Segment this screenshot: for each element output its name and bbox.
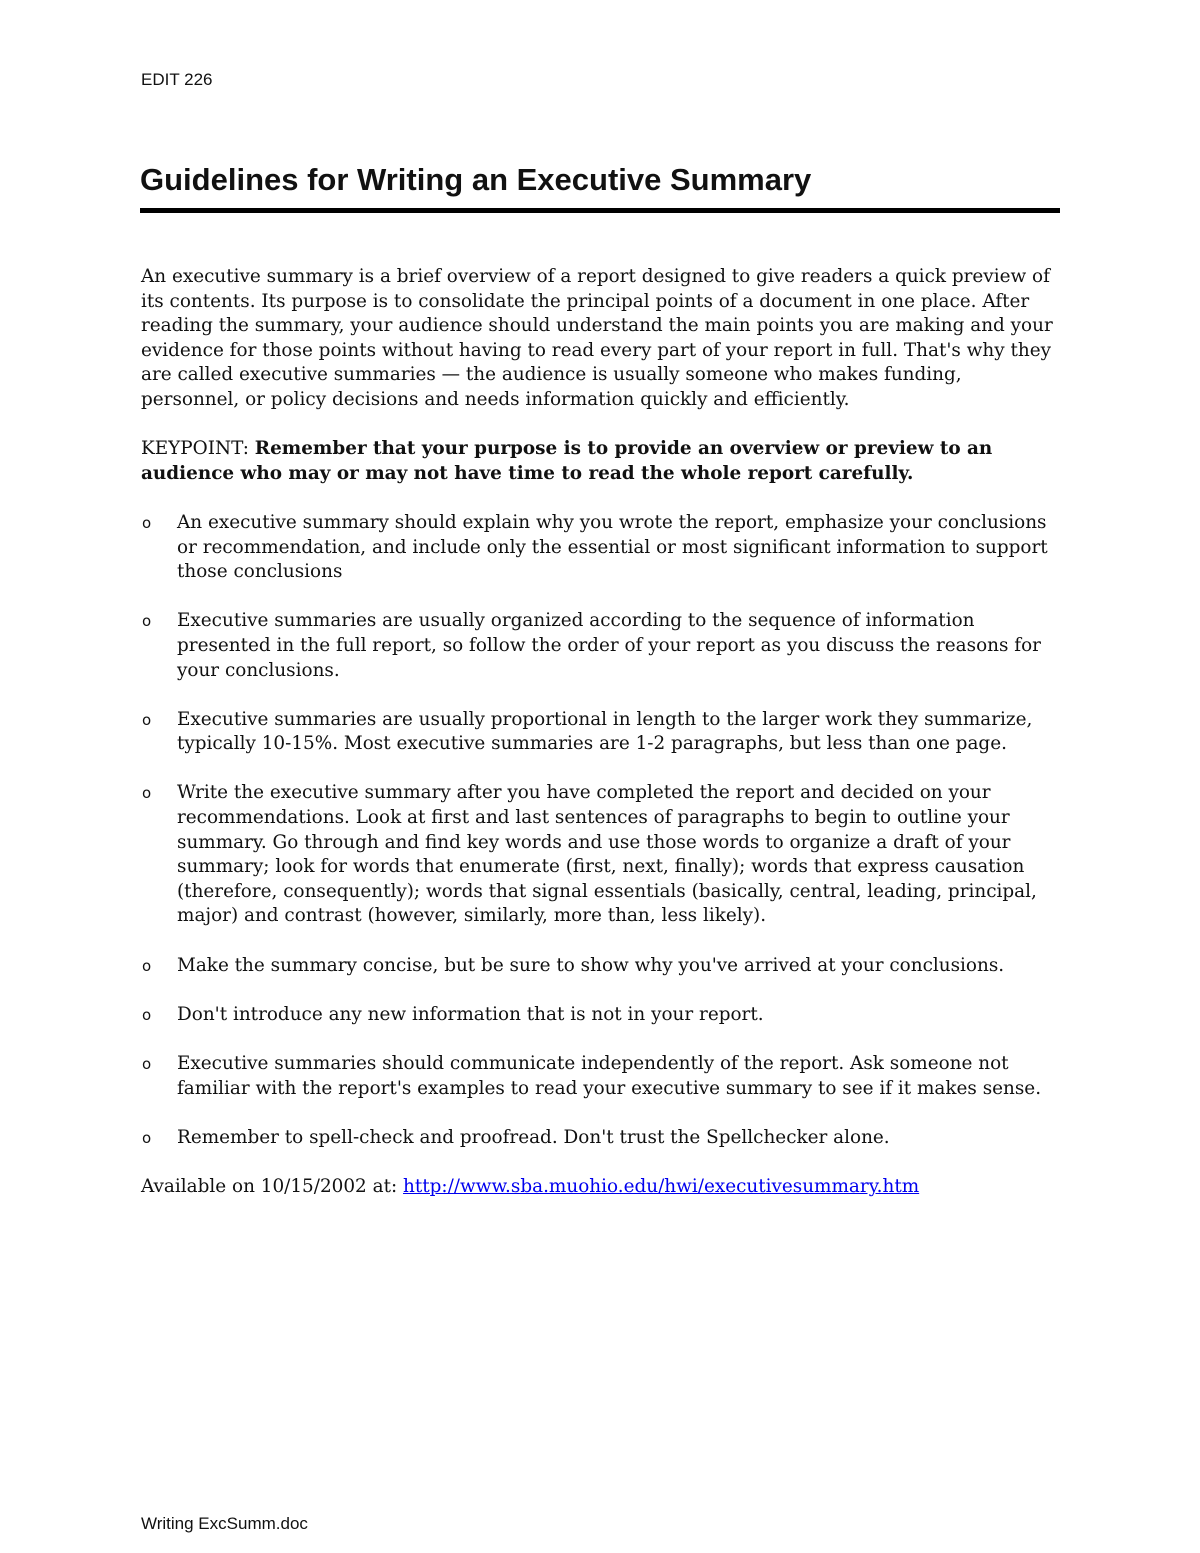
list-item bbox=[141, 511, 1061, 585]
list-item bbox=[141, 781, 1061, 929]
list-item-text: An executive summary should explain why you wrote the report, emphasize your conclusions or recommendation, and include only the essential or most significant information to support those conclusions bbox=[177, 511, 1048, 583]
keypoint-text: Remember that your purpose is to provide an overview or preview to an audience who may or may not have time to read the whole report carefully. bbox=[141, 438, 993, 484]
list-item-text: Executive summaries are usually organized according to the sequence of information presented in the full report, so follow the order of your report as you discuss the reasons for your conclusions. bbox=[177, 610, 1041, 681]
bullet-icon: o bbox=[142, 784, 152, 803]
keypoint-paragraph bbox=[141, 437, 1061, 486]
bullet-icon: o bbox=[142, 956, 152, 975]
bullet-icon: o bbox=[142, 513, 152, 532]
list-item bbox=[141, 708, 1061, 757]
keypoint-label: KEYPOINT: bbox=[141, 438, 249, 460]
list-item bbox=[141, 954, 1061, 979]
source-prefix: Available on 10/15/2002 at: bbox=[141, 1175, 404, 1197]
bullet-icon: o bbox=[142, 612, 152, 631]
list-item-text: Make the summary concise, but be sure to show why you've arrived at your conclusions. bbox=[177, 954, 1005, 976]
intro-paragraph: An executive summary is a brief overview of a report designed to give readers a quick preview of its contents. Its purpose is to consolidate the principal points of a document in one place. After reading the summary, your audience should understand the main points you are making and your evidence for those points without having to read every part of your report in full. That's why they are called executive summaries — the audience is usually someone who makes funding, personnel, or policy decisions and needs information quickly and efficiently. bbox=[141, 266, 1053, 410]
title-divider bbox=[140, 208, 1060, 213]
page-header: EDIT 226 bbox=[141, 70, 213, 89]
list-item-text: Don't introduce any new information that is not in your report. bbox=[177, 1003, 764, 1025]
document-title: Guidelines for Writing an Executive Summary bbox=[140, 162, 812, 197]
list-item bbox=[141, 1052, 1061, 1101]
bullet-icon: o bbox=[142, 1128, 152, 1147]
list-item-text: Executive summaries are usually proportional in length to the larger work they summarize, typically 10-15%. Most executive summaries are 1-2 paragraphs, but less than one page. bbox=[177, 708, 1033, 755]
list-item-text: Executive summaries should communicate independently of the report. Ask someone not familiar with the report's examples to read your executive summary to see if it makes sense. bbox=[177, 1053, 1042, 1099]
list-item bbox=[141, 1126, 1061, 1151]
guidelines-list bbox=[141, 511, 1061, 1150]
list-item bbox=[141, 609, 1061, 683]
source-link[interactable]: http://www.sba.muohio.edu/hwi/executivesummary.htm bbox=[403, 1175, 920, 1197]
document-body bbox=[141, 265, 1061, 1200]
bullet-icon: o bbox=[142, 1055, 152, 1073]
bullet-icon: o bbox=[142, 1005, 152, 1024]
list-item-text: Write the executive summary after you have completed the report and decided on your recommendations. Look at first and last sentences of paragraphs to begin to outline your summary. Go through and find key words and use those words to organize a draft of your summary; look for words that enumerate (first, next, finally); words that express causation (therefore, consequently); words that signal essentials (basically, central, leading, principal, major) and contrast (however, similarly, more than, less likely). bbox=[177, 782, 1037, 927]
page-footer: Writing ExcSumm.doc bbox=[141, 1514, 308, 1533]
list-item-text: Remember to spell-check and proofread. Don't trust the Spellchecker alone. bbox=[177, 1126, 890, 1148]
bullet-icon: o bbox=[142, 710, 152, 729]
source-line bbox=[141, 1175, 1061, 1200]
list-item bbox=[141, 1003, 1061, 1028]
